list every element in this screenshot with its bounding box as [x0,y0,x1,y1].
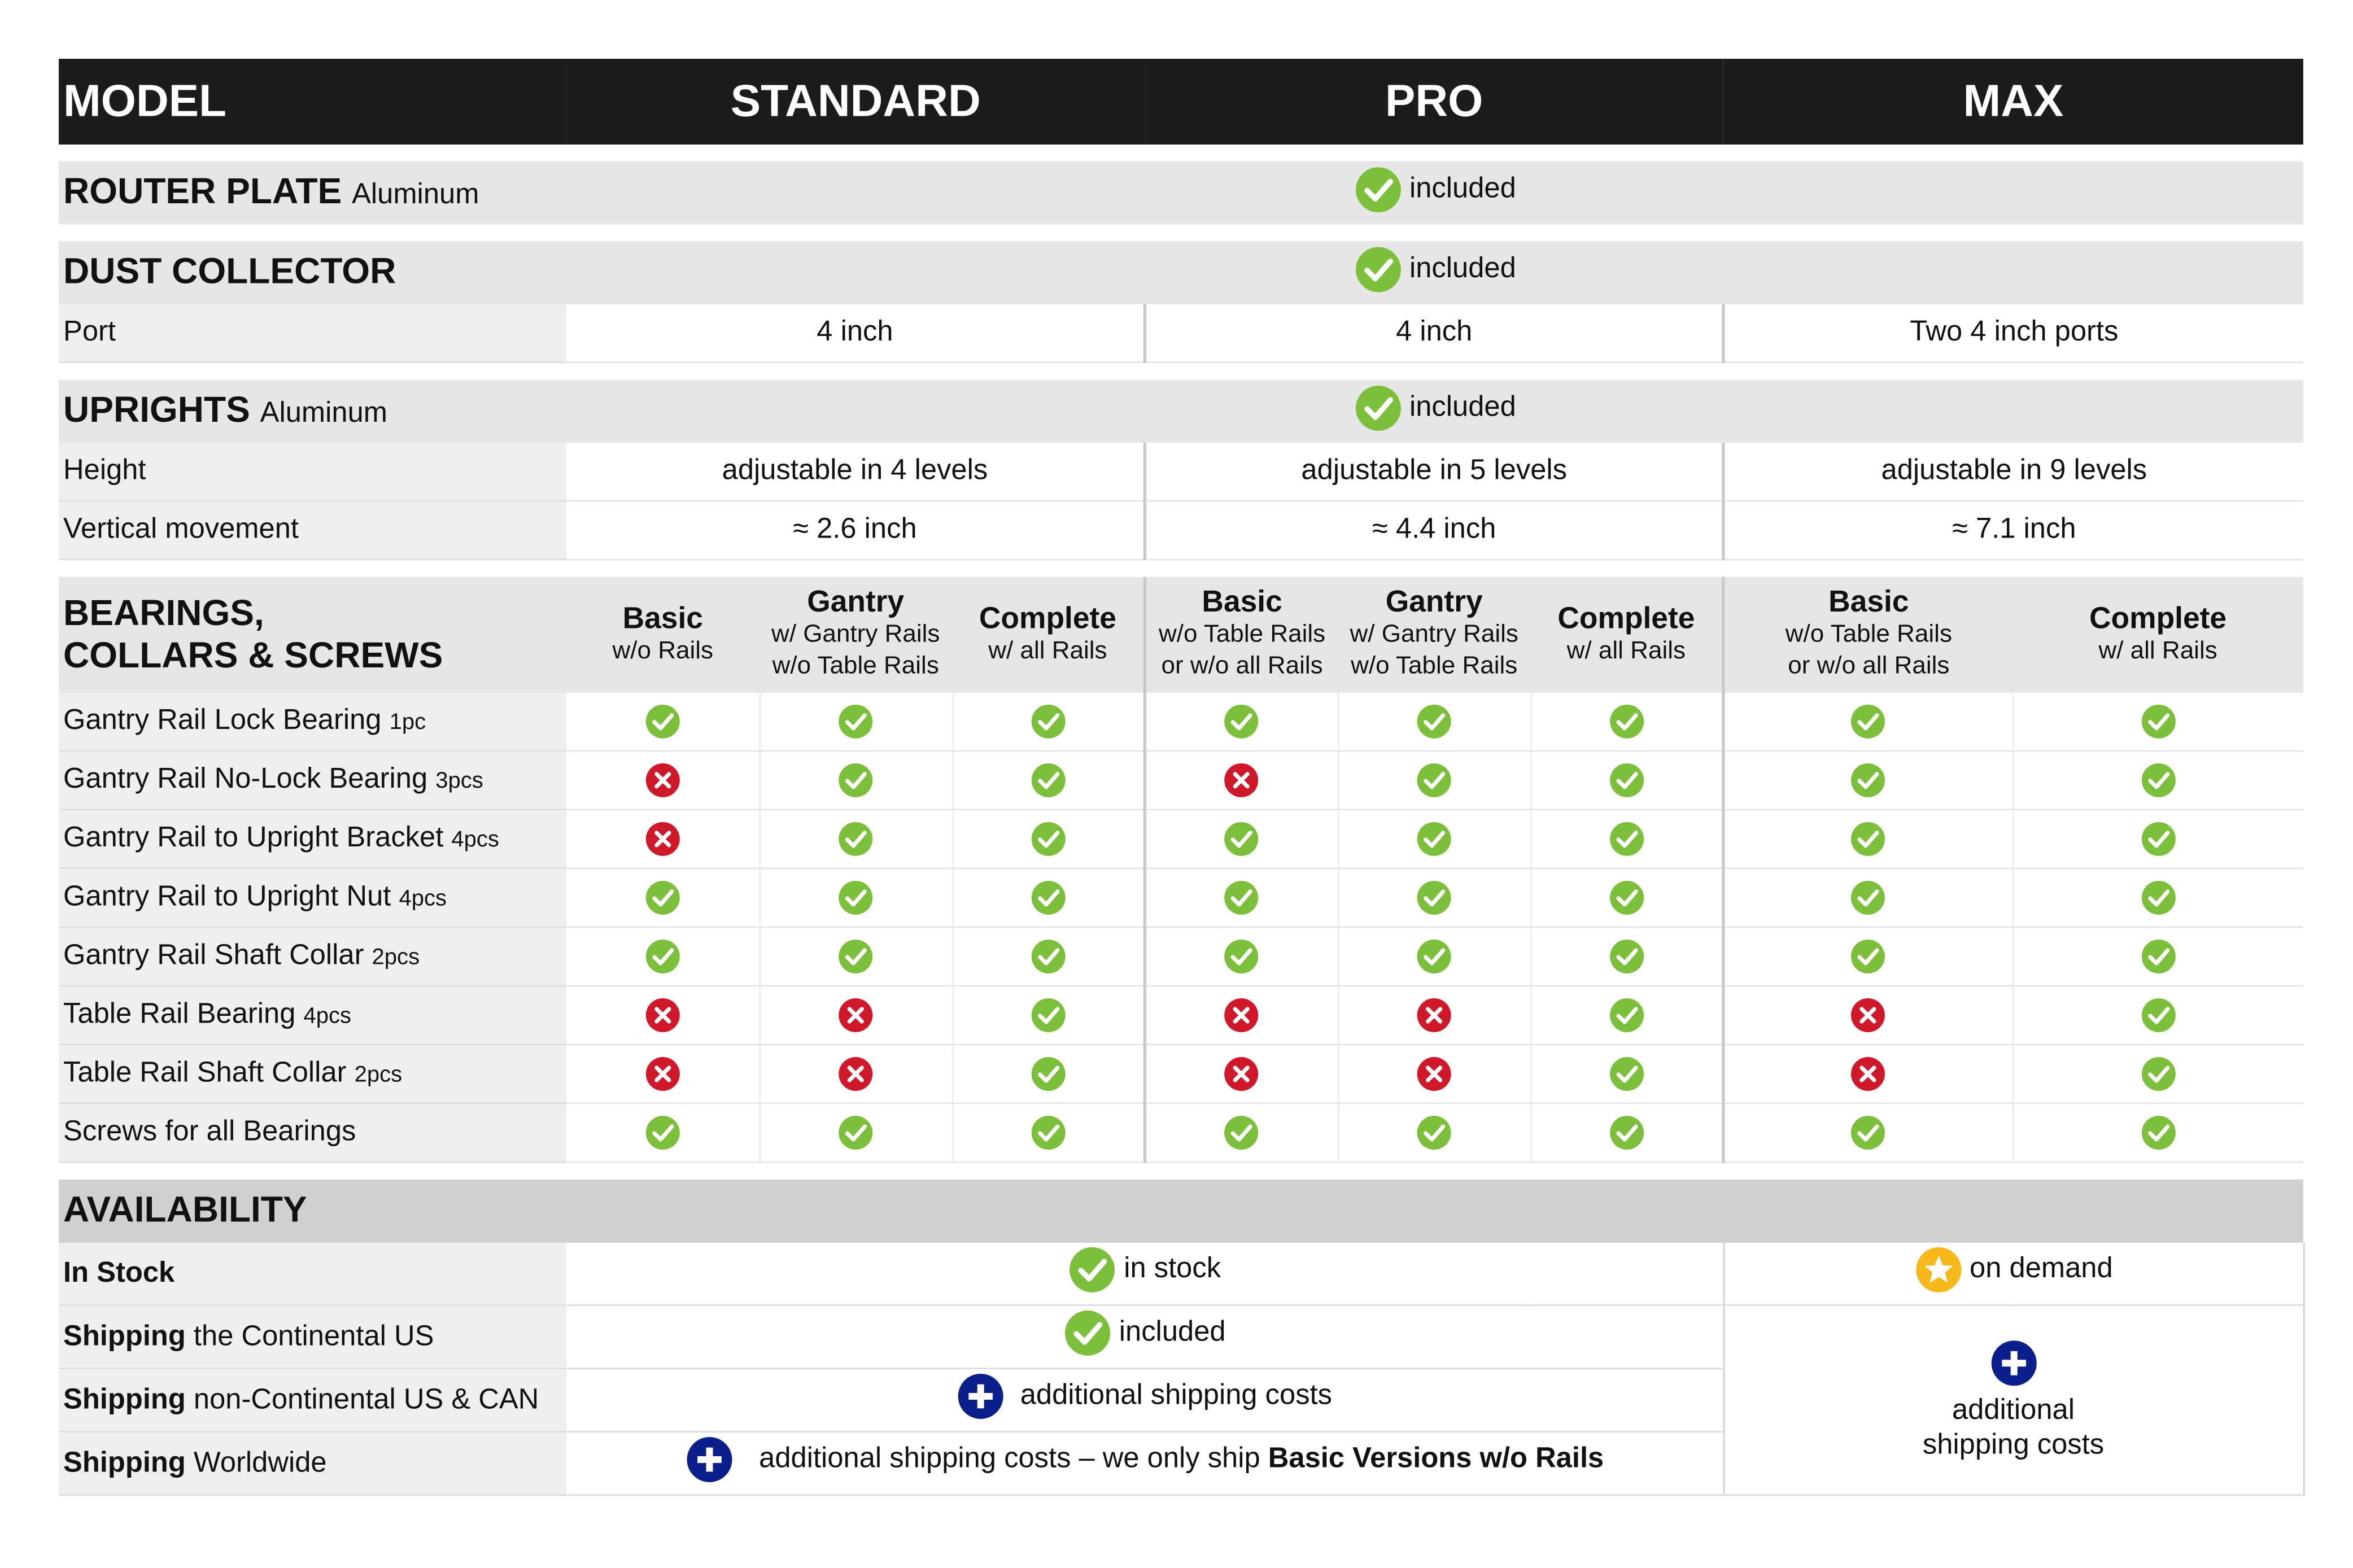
dust-collector-row [59,241,2303,304]
ship-us-value: included [1119,1316,1226,1348]
bearings-body [59,693,2303,1162]
bearing-cell [1723,810,2013,868]
bearing-cell [1145,868,1338,927]
vertical-pro: ≈ 4.4 inch [1145,501,1723,560]
header-max: MAX [1723,59,2303,145]
ship-us-row [59,1305,2303,1369]
bearing-label: Gantry Rail Shaft Collar 2pcs [59,927,566,986]
ship-can-value: additional shipping costs [1020,1379,1332,1411]
bearing-cell [566,927,759,986]
bearing-cell [1530,1103,1723,1162]
bearing-cell [566,751,759,810]
check-icon [1609,997,1645,1033]
bearing-cell [1723,986,2013,1045]
variant-header [1338,577,1530,693]
ship-world-value: additional shipping costs – we only ship Basic Versions w/o Rails [759,1442,1604,1474]
bearing-cell [2013,986,2303,1045]
port-label: Port [59,304,566,362]
bearing-cell [566,810,759,868]
bearing-cell [1723,751,2013,810]
variant-sub: w/o Table Rails [1158,621,1326,648]
variant-sub: w/o Table Rails [1351,652,1518,680]
check-icon [1224,1115,1260,1151]
cross-icon [1224,1056,1260,1092]
check-icon [1030,821,1066,857]
height-label: Height [59,443,566,501]
check-icon [2140,997,2176,1033]
cross-icon [1850,997,1887,1033]
bearing-cell [952,693,1145,751]
bearing-cell [1530,986,1723,1045]
bearing-label: Table Rail Shaft Collar 2pcs [59,1045,566,1103]
bearing-row [59,927,2303,986]
check-icon [1416,938,1452,975]
check-icon [1354,383,1402,431]
check-icon [1850,938,1887,975]
uprights-label: UPRIGHTS Aluminum [59,379,566,443]
bearing-cell [1145,751,1338,810]
bearing-cell [759,1045,952,1103]
bearing-cell [1338,693,1530,751]
height-pro: adjustable in 5 levels [1145,443,1723,501]
bearing-cell [566,868,759,927]
bearing-row [59,1045,2303,1103]
check-icon [1850,880,1887,916]
check-icon [1030,938,1066,975]
check-icon [2140,880,2176,916]
dust-collector-label: DUST COLLECTOR [59,241,566,304]
check-icon [2140,704,2176,740]
variant-header [2013,577,2303,693]
bearing-cell [1338,868,1530,927]
bearing-cell [2013,810,2303,868]
bearing-cell [1338,927,1530,986]
cross-icon [644,1056,680,1092]
bearing-cell [1530,927,1723,986]
height-max: adjustable in 9 levels [1723,443,2303,501]
check-icon [1030,997,1066,1033]
check-icon [2140,938,2176,975]
variant-title: Complete [1557,601,1695,635]
check-icon [2140,1056,2176,1092]
bearing-cell [1145,986,1338,1045]
variant-header [566,577,759,693]
cross-icon [644,762,680,798]
check-icon [837,1115,874,1151]
check-icon [1609,880,1645,916]
availability-header-row [59,1180,2303,1243]
ship-world-label: Shipping Worldwide [59,1432,566,1495]
uprights-row [59,379,2303,443]
max-shipping-cell [1723,1305,2303,1495]
variant-title: Gantry [1385,586,1483,619]
bearing-cell [759,693,952,751]
header-row [59,59,2303,145]
router-plate-value: included [1409,172,1516,204]
bearing-cell [1338,751,1530,810]
bearing-cell [566,986,759,1045]
bearing-cell [759,1103,952,1162]
bearings-header-row [59,577,2303,693]
uprights-value: included [1409,391,1516,423]
bearing-cell [566,1103,759,1162]
bearing-cell [1338,810,1530,868]
cross-icon [1850,1056,1887,1092]
in-stock-label: In Stock [59,1243,566,1305]
cross-icon [1416,997,1452,1033]
variant-title: Complete [2089,601,2227,635]
check-icon [1416,880,1452,916]
check-icon [644,704,680,740]
bearing-row [59,810,2303,868]
bearing-cell [1723,927,2013,986]
bearing-cell [1145,1103,1338,1162]
star-icon [1914,1245,1962,1293]
header-model: MODEL [59,59,566,145]
bearing-row [59,986,2303,1045]
check-icon [1609,704,1645,740]
check-icon [837,821,874,857]
bearing-cell [1145,693,1338,751]
bearing-cell [952,751,1145,810]
bearing-cell [1338,1103,1530,1162]
check-icon [1224,704,1260,740]
cross-icon [1224,762,1260,798]
variant-sub: w/o Table Rails [772,652,939,680]
variant-title: Basic [1828,586,1909,619]
variant-title: Basic [1202,586,1282,619]
bearing-cell [1723,1103,2013,1162]
height-row [59,443,2303,501]
check-icon [2140,1115,2176,1151]
variant-sub: w/o Table Rails [1785,621,1952,648]
check-icon [1850,1115,1887,1151]
vertical-label: Vertical movement [59,501,566,560]
bearing-cell [566,693,759,751]
vertical-standard: ≈ 2.6 inch [566,501,1145,560]
bearing-cell [1530,693,1723,751]
variant-sub: w/ all Rails [1566,636,1686,664]
bearing-cell [1145,927,1338,986]
bearing-cell [1530,810,1723,868]
cross-icon [837,997,874,1033]
max-shipping-text: additional shipping costs [1922,1394,2105,1461]
check-icon [1063,1308,1111,1356]
cross-icon [1224,997,1260,1033]
check-icon [1030,762,1066,798]
check-icon [1224,938,1260,975]
check-icon [1416,762,1452,798]
variant-header [952,577,1145,693]
bearing-cell [759,868,952,927]
bearing-row [59,751,2303,810]
ship-can-label: Shipping non-Continental US & CAN [59,1369,566,1432]
bearing-cell [2013,693,2303,751]
ship-us-label: Shipping the Continental US [59,1305,566,1369]
check-icon [1850,821,1887,857]
bearing-label: Gantry Rail to Upright Bracket 4pcs [59,810,566,868]
cross-icon [837,1056,874,1092]
check-icon [1416,821,1452,857]
bearing-cell [759,810,952,868]
bearing-cell [566,1045,759,1103]
vertical-row [59,501,2303,560]
in-stock-row [59,1243,2303,1305]
check-icon [837,704,874,740]
bearing-cell [1338,986,1530,1045]
check-icon [1609,1056,1645,1092]
check-icon [1224,821,1260,857]
check-icon [1609,821,1645,857]
port-max: Two 4 inch ports [1723,304,2303,362]
bearing-cell [952,868,1145,927]
check-icon [837,880,874,916]
port-row [59,304,2303,362]
check-icon [1354,245,1402,293]
bearing-row [59,868,2303,927]
bearing-cell [759,751,952,810]
cross-icon [644,997,680,1033]
bearing-label: Gantry Rail Lock Bearing 1pc [59,693,566,751]
variant-sub: or w/o all Rails [1788,652,1950,680]
router-plate-label: ROUTER PLATE Aluminum [59,161,566,224]
bearing-cell [1530,868,1723,927]
check-icon [1850,704,1887,740]
bearing-label: Screws for all Bearings [59,1103,566,1162]
bearing-cell [952,1103,1145,1162]
comparison-table [59,59,2304,1496]
bearing-row [59,1103,2303,1162]
header-standard: STANDARD [566,59,1145,145]
bearing-cell [2013,1045,2303,1103]
check-icon [644,880,680,916]
plus-icon [1989,1338,2037,1386]
plus-icon [685,1435,733,1483]
check-icon [644,1115,680,1151]
variant-header [1145,577,1338,693]
bearing-cell [952,810,1145,868]
bearing-cell [1723,693,2013,751]
on-demand-value: on demand [1970,1252,2113,1285]
availability-label: AVAILABILITY [59,1180,2303,1243]
variant-header [1530,577,1723,693]
bearings-label: BEARINGS, COLLARS & SCREWS [59,577,566,693]
bearing-label: Table Rail Bearing 4pcs [59,986,566,1045]
check-icon [1609,1115,1645,1151]
check-icon [1850,762,1887,798]
plus-icon [957,1372,1005,1420]
bearing-cell [952,927,1145,986]
check-icon [1068,1245,1116,1293]
bearing-cell [1723,868,2013,927]
bearing-cell [1530,1045,1723,1103]
bearing-cell [2013,1103,2303,1162]
bearing-cell [759,986,952,1045]
router-plate-row [59,161,2303,224]
check-icon [644,938,680,975]
variant-sub: w/ Gantry Rails [1350,621,1518,648]
check-icon [1416,1115,1452,1151]
variant-sub: or w/o all Rails [1161,652,1323,680]
bearing-cell [2013,927,2303,986]
check-icon [2140,821,2176,857]
vertical-max: ≈ 7.1 inch [1723,501,2303,560]
variant-title: Gantry [807,586,905,619]
check-icon [1224,880,1260,916]
cross-icon [1416,1056,1452,1092]
check-icon [1416,704,1452,740]
check-icon [1030,1115,1066,1151]
check-icon [837,762,874,798]
bearing-cell [952,1045,1145,1103]
check-icon [1609,762,1645,798]
header-pro: PRO [1145,59,1723,145]
bearing-label: Gantry Rail No-Lock Bearing 3pcs [59,751,566,810]
port-standard: 4 inch [566,304,1145,362]
bearing-cell [1723,1045,2013,1103]
bearing-cell [1145,1045,1338,1103]
check-icon [1030,880,1066,916]
check-icon [2140,762,2176,798]
variant-sub: w/o Rails [612,636,714,664]
check-icon [837,938,874,975]
bearing-cell [2013,751,2303,810]
height-standard: adjustable in 4 levels [566,443,1145,501]
bearing-cell [2013,868,2303,927]
check-icon [1030,1056,1066,1092]
in-stock-value: in stock [1124,1252,1221,1285]
bearing-row [59,693,2303,751]
bearing-cell [1338,1045,1530,1103]
bearing-cell [1145,810,1338,868]
variant-title: Complete [979,601,1116,635]
port-pro: 4 inch [1145,304,1723,362]
check-icon [1609,938,1645,975]
bearing-label: Gantry Rail to Upright Nut 4pcs [59,868,566,927]
variant-header [759,577,952,693]
variant-sub: w/ all Rails [988,636,1107,664]
bearing-cell [952,986,1145,1045]
variant-title: Basic [622,601,703,635]
bearing-cell [759,927,952,986]
dust-collector-value: included [1409,252,1516,284]
variant-sub: w/ Gantry Rails [771,621,940,648]
check-icon [1354,165,1402,213]
variant-sub: w/ all Rails [2098,636,2217,664]
check-icon [1030,704,1066,740]
variant-header [1723,577,2013,693]
bearing-cell [1530,751,1723,810]
cross-icon [644,821,680,857]
